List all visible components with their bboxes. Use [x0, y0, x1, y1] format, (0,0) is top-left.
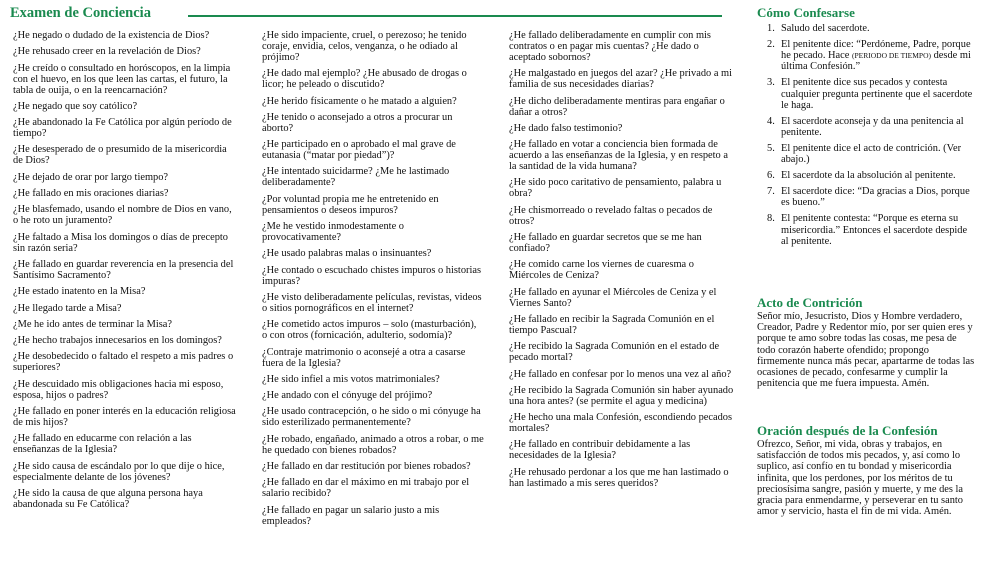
- question-item: ¿He comido carne los viernes de cuaresma o Miércoles de Ceniza?: [509, 259, 694, 282]
- como-confesarse-title: Cómo Confesarse: [757, 5, 855, 20]
- question-item: ¿He contado o escuchado chistes impuros o historias impuras?: [262, 264, 482, 287]
- question-item: ¿He estado inatento en la Misa?: [13, 286, 146, 298]
- como-confesarse-section: [757, 5, 975, 252]
- question-item: ¿He fallado en guardar secretos que se me han confiado?: [509, 232, 702, 255]
- step-number: 8.: [767, 213, 775, 225]
- question-item: ¿He recibido la Sagrada Comunión en el estado de pecado mortal?: [509, 341, 720, 364]
- step-text: El sacerdote dice: “Da gracias a Dios, porque es bueno.”: [781, 186, 970, 209]
- step-number: 5.: [767, 143, 775, 155]
- question-item: ¿He fallado en confesar por lo menos una vez al año?: [509, 368, 732, 380]
- question-item: ¿He rehusado creer en la revelación de Dios?: [13, 46, 201, 58]
- step-number: 7.: [767, 186, 775, 198]
- oracion-text: Ofrezco, Señor, mi vida, obras y trabajos, en satisfacción de todos mis pecados, y, así como lo suplico, así confío en tu bondad y misericordia infinita, que los perdones, por los méritos de tu preciosísima sangre, pasión y muerte, y me des la gracia para enmendarme, y perseverar en tu santo amor y servicio, hasta el fin de mi vida. Amén.: [757, 439, 964, 518]
- header-rule: [188, 15, 722, 17]
- question-item: ¿He negado o dudado de la existencia de Dios?: [13, 30, 210, 41]
- question-item: ¿He participado en o aprobado el mal grave de eutanasia (“matar por piedad”)?: [262, 139, 456, 162]
- step-number: 1.: [767, 23, 775, 34]
- question-item: ¿He fallado deliberadamente en cumplir con mis contratos o en pagar mis cuentas? ¿He dado o aceptado sobornos?: [509, 30, 711, 63]
- question-item: ¿He dado mal ejemplo? ¿He abusado de drogas o licor; he peleado o discutido?: [262, 68, 467, 91]
- question-item: ¿He sido infiel a mis votos matrimoniales?: [262, 373, 440, 385]
- question-item: ¿He sido causa de escándalo por lo que dije o hice, especialmente delante de los jóvenes?: [13, 460, 225, 483]
- question-item: ¿He llegado tarde a Misa?: [13, 302, 122, 314]
- question-item: ¿He descuidado mis obligaciones hacia mi esposo, esposa, hijos o padres?: [13, 378, 224, 401]
- question-item: ¿He intentado suicidarme? ¿Me he lastimado deliberadamente?: [262, 166, 450, 189]
- question-item: ¿He fallado en mis oraciones diarias?: [13, 188, 169, 200]
- step-number: 4.: [767, 115, 775, 127]
- question-item: ¿He desesperado de o presumido de la misericordia de Dios?: [13, 144, 227, 167]
- page-header: [10, 5, 722, 25]
- question-item: ¿He visto deliberadamente películas, revistas, videos o sitios pornográficos en el internet?: [262, 291, 482, 314]
- question-item: ¿Contraje matrimonio o aconsejé a otra a casarse fuera de la Iglesia?: [262, 346, 466, 369]
- question-item: ¿He abandonado la Fe Católica por algún período de tiempo?: [13, 117, 232, 140]
- step-text: Saludo del sacerdote.: [781, 23, 870, 34]
- step-text: El penitente contesta: “Porque es eterna su misericordia.” Entonces el sacerdote despide al penitente.: [781, 213, 968, 247]
- confession-step: [757, 116, 975, 138]
- question-item: ¿He fallado en ayunar el Miércoles de Ceniza y el Viernes Santo?: [509, 286, 717, 309]
- question-item: ¿He usado contracepción, o he sido o mi cónyuge ha sido esterilizado permanentemente?: [262, 406, 481, 429]
- question-item: ¿He sido la causa de que alguna persona haya abandonada su Fe Católica?: [13, 487, 203, 510]
- acto-contricion-section: [757, 295, 975, 389]
- question-item: ¿He fallado en dar restitución por bienes robados?: [262, 461, 471, 473]
- question-item: ¿He fallado en poner interés en la educación religiosa de mis hijos?: [13, 406, 236, 429]
- step-text: El penitente dice sus pecados y contesta cualquier pregunta pertinente que el sacerdote le haga.: [781, 77, 973, 111]
- confession-step: [757, 186, 975, 208]
- question-item: ¿Me he ido antes de terminar la Misa?: [13, 318, 172, 330]
- question-item: ¿He desobedecido o faltado el respeto a mis padres o superiores?: [13, 351, 234, 374]
- confession-step: [757, 213, 975, 247]
- question-item: ¿He blasfemado, usando el nombre de Dios en vano, o he roto un juramento?: [13, 204, 232, 227]
- question-item: ¿He sido poco caritativo de pensamiento, palabra u obra?: [509, 177, 722, 200]
- question-item: ¿He dicho deliberadamente mentiras para engañar o dañar a otros?: [509, 95, 725, 118]
- step-small-caps: (PERIODO DE TIEMPO): [851, 51, 932, 61]
- step-text: El sacerdote aconseja y da una penitencia al penitente.: [781, 115, 964, 139]
- question-item: ¿He robado, engañado, animado a otros a robar, o me he quedado con bienes robados?: [262, 433, 484, 456]
- question-item: ¿He fallado en educarme con relación a las enseñanzas de la Iglesia?: [13, 433, 192, 456]
- question-item: ¿He malgastado en juegos del azar? ¿He privado a mi familia de sus necesidades diarias?: [509, 68, 733, 91]
- page-title: Examen de Conciencia: [10, 5, 151, 21]
- question-item: ¿He fallado en votar a conciencia bien formada de acuerdo a las enseñanzas de la Iglesia, y en respeto a la santidad de la vida humana?: [509, 139, 728, 173]
- confession-step: [757, 23, 975, 34]
- oracion-title: Oración después de la Confesión: [757, 423, 938, 438]
- step-text-after: desde mi última Confesión.”: [781, 50, 971, 73]
- question-item: ¿He recibido la Sagrada Comunión sin haber ayunado una hora antes? (se permite el agua y medicina): [509, 384, 734, 407]
- step-text: El penitente dice: “Perdóneme, Padre, porque he pecado. Hace: [781, 39, 971, 62]
- questions-column-3: [509, 30, 734, 494]
- question-item: ¿He negado que soy católico?: [13, 100, 138, 112]
- step-number: 3.: [767, 77, 775, 89]
- question-item: ¿He herido físicamente o he matado a alguien?: [262, 95, 457, 107]
- question-item: ¿He faltado a Misa los domingos o días de precepto sin razón seria?: [13, 231, 228, 254]
- question-item: ¿He usado palabras malas o insinuantes?: [262, 248, 432, 260]
- question-item: ¿He dejado de orar por largo tiempo?: [13, 171, 169, 183]
- question-item: ¿He hecho una mala Confesión, escondiendo pecados mortales?: [509, 412, 733, 435]
- confession-steps: [757, 23, 975, 247]
- question-item: ¿Por voluntad propia me he entretenido en pensamientos o deseos impuros?: [262, 193, 439, 216]
- question-item: ¿He andado con el cónyuge del prójimo?: [262, 390, 433, 402]
- question-item: ¿He dado falso testimonio?: [509, 122, 623, 134]
- questions-column-1: [13, 30, 237, 515]
- step-number: 2.: [767, 39, 775, 50]
- questions-column-2: [262, 30, 484, 532]
- step-number: 6.: [767, 170, 775, 182]
- question-item: ¿He sido impaciente, cruel, o perezoso; he tenido coraje, envidia, celos, venganza, o he odiado al prójimo?: [262, 30, 467, 63]
- step-text: El sacerdote da la absolución al penitente.: [781, 170, 956, 182]
- question-item: ¿He tenido o aconsejado a otros a procurar un aborto?: [262, 111, 453, 134]
- step-text: El penitente dice el acto de contrición. (Ver abajo.): [781, 143, 962, 166]
- confession-step: [757, 143, 975, 165]
- question-item: ¿He fallado en guardar reverencia en la presencia del Santísimo Sacramento?: [13, 258, 234, 281]
- acto-contricion-title: Acto de Contrición: [757, 295, 863, 310]
- question-item: ¿He fallado en contribuir debidamente a las necesidades de la Iglesia?: [509, 439, 691, 462]
- question-item: ¿He rehusado perdonar a los que me han lastimado o han lastimado a mis seres queridos?: [509, 466, 729, 489]
- question-item: ¿He chismorreado o revelado faltas o pecados de otros?: [509, 204, 713, 227]
- question-item: ¿He hecho trabajos innecesarios en los domingos?: [13, 335, 222, 347]
- confession-step: [757, 170, 975, 181]
- confession-step: [757, 39, 975, 73]
- acto-contricion-text: Señor mío, Jesucristo, Dios y Hombre verdadero, Creador, Padre y Redentor mío, por ser quien eres y porque te amo sobre todas las cosas, me pesa de todo corazón haberte ofendido; propongo firmemente nunca más pecar, apartarme de todas las ocasiones de pecado, confesarme y cumplir la penitencia que me fuera impuesta. Amén.: [757, 311, 975, 390]
- oracion-section: [757, 423, 975, 517]
- question-item: ¿He cometido actos impuros – solo (masturbación), o con otros (fornicación, adulterio, sodomía)?: [262, 319, 477, 342]
- question-item: ¿He fallado en pagar un salario justo a mis empleados?: [262, 504, 440, 527]
- question-item: ¿He fallado en recibir la Sagrada Comunión en el tiempo Pascual?: [509, 313, 715, 336]
- question-item: ¿He fallado en dar el máximo en mi trabajo por el salario recibido?: [262, 477, 470, 500]
- confession-step: [757, 77, 975, 111]
- question-item: ¿He creído o consultado en horóscopos, en la limpia con el huevo, en los que leen las cartas, el futuro, la tabla de ouija, o en la reencarnación?: [13, 62, 231, 96]
- question-item: ¿Me he vestido inmodestamente o provocativamente?: [262, 221, 404, 244]
